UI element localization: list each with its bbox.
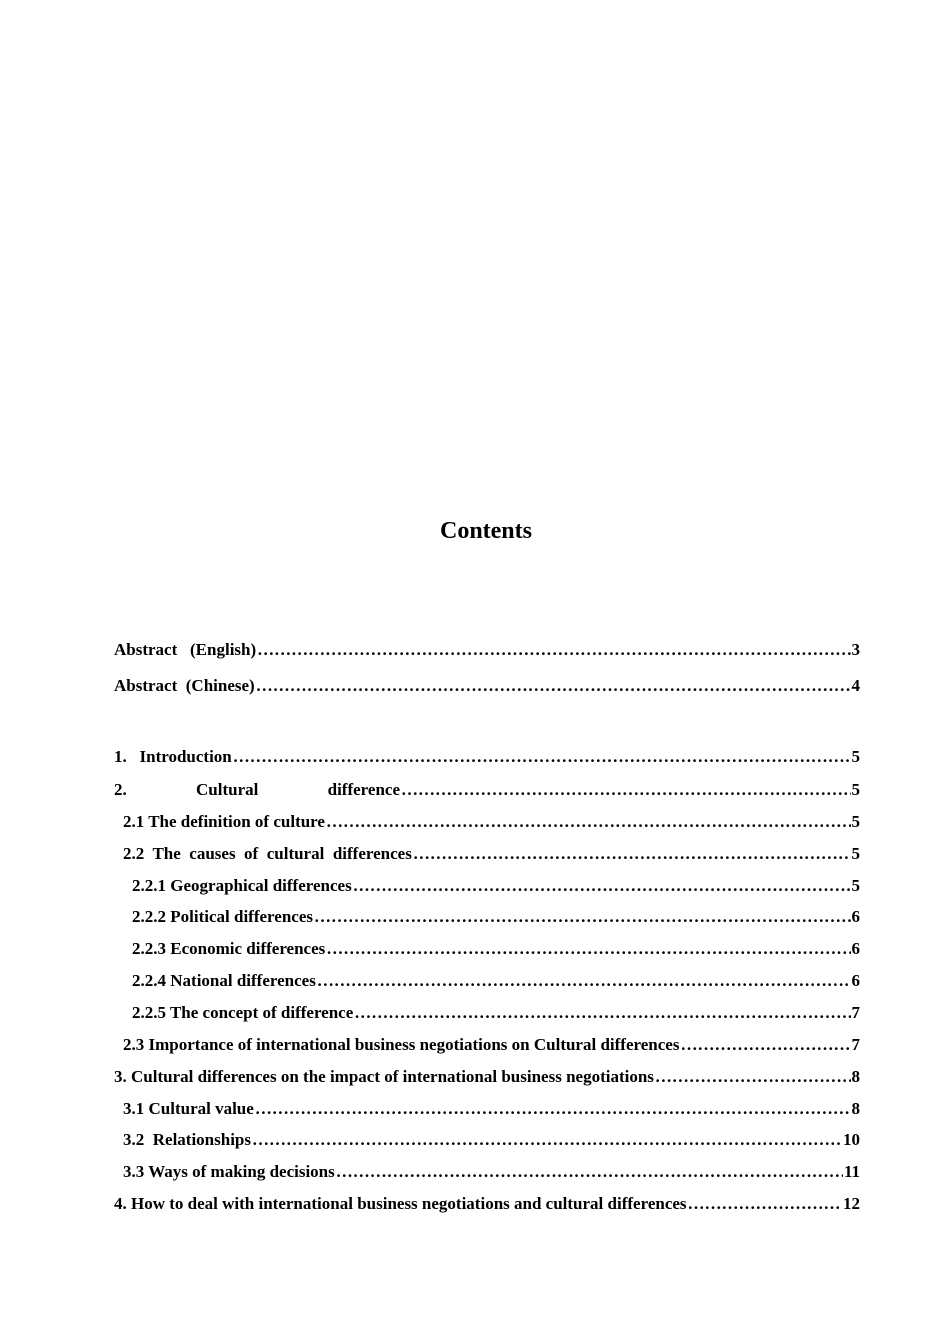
toc-entry-number: 2. <box>114 780 127 799</box>
toc-entry-label: 3.2 Relationships <box>123 1130 251 1149</box>
toc-entry-page: 11 <box>843 1162 860 1181</box>
toc-entry-word: difference <box>327 780 400 799</box>
toc-entry-label: Abstract (English) <box>114 640 257 659</box>
toc-entry-page: 3 <box>851 640 860 659</box>
toc-entry-page: 5 <box>851 780 860 799</box>
toc-entry-cultural-difference[interactable] <box>114 778 860 802</box>
toc-entry-label: 2.2.3 Economic differences <box>132 939 326 958</box>
toc-dot-leader <box>314 905 851 929</box>
toc-dot-leader <box>353 874 851 898</box>
toc-dot-leader <box>326 937 850 961</box>
toc-entry-label <box>114 778 400 802</box>
toc-entry-page: 7 <box>851 1035 860 1054</box>
toc-entry-cultural-value[interactable] <box>123 1097 860 1121</box>
toc-dot-leader <box>233 745 851 769</box>
toc-entry-label: 3.3 Ways of making decisions <box>123 1162 335 1181</box>
toc-entry-label: 2.2.1 Geographical differences <box>132 876 352 895</box>
toc-dot-leader <box>688 1192 842 1216</box>
toc-dot-leader <box>655 1065 851 1089</box>
toc-entry-page: 6 <box>851 971 860 990</box>
toc-entry-label: 2.3 Importance of international business negotiations on Cultural differences <box>123 1035 680 1054</box>
toc-entry-page: 5 <box>851 812 860 831</box>
toc-entry-page: 10 <box>843 1130 860 1149</box>
toc-dot-leader <box>255 1097 851 1121</box>
toc-entry-page: 5 <box>851 844 860 863</box>
toc-entry-page: 8 <box>851 1099 860 1118</box>
toc-entry-page: 6 <box>851 907 860 926</box>
toc-entry-impact-on-negotiations[interactable] <box>114 1065 860 1089</box>
toc-dot-leader <box>680 1033 850 1057</box>
toc-dot-leader <box>413 842 851 866</box>
toc-entry-label: 2.1 The definition of culture <box>123 812 325 831</box>
toc-entry-label: 2.2 The causes of cultural differences <box>123 844 412 863</box>
toc-entry-definition-of-culture[interactable] <box>123 810 860 834</box>
toc-entry-geographical-differences[interactable] <box>132 874 860 898</box>
toc-entry-label: 3. Cultural differences on the impact of international business negotiations <box>114 1067 654 1086</box>
toc-entry-relationships[interactable] <box>123 1128 860 1152</box>
toc-entry-label: 2.2.4 National differences <box>132 971 316 990</box>
toc-entry-page: 8 <box>851 1067 860 1086</box>
toc-entry-page: 7 <box>851 1003 860 1022</box>
toc-entry-label: 3.1 Cultural value <box>123 1099 254 1118</box>
toc-entry-page: 4 <box>851 676 860 695</box>
toc-entry-page: 6 <box>851 939 860 958</box>
toc-entry-causes-of-cultural-differences[interactable] <box>123 842 860 866</box>
toc-entry-label: 2.2.2 Political differences <box>132 907 313 926</box>
toc-entry-national-differences[interactable] <box>132 969 860 993</box>
toc-entry-how-to-deal[interactable] <box>114 1192 860 1216</box>
toc-entry-label: 4. How to deal with international business negotiations and cultural differences <box>114 1194 687 1213</box>
toc-entry-abstract-chinese[interactable] <box>114 674 860 698</box>
toc-entry-importance-of-negotiations[interactable] <box>123 1033 860 1057</box>
toc-entry-abstract-english[interactable] <box>114 638 860 662</box>
toc-entry-introduction[interactable] <box>114 745 860 769</box>
toc-entry-label: 2.2.5 The concept of difference <box>132 1003 354 1022</box>
page-title: Contents <box>439 518 532 544</box>
toc-dot-leader <box>326 810 851 834</box>
toc-dot-leader <box>317 969 851 993</box>
toc-entry-page: 12 <box>843 1194 860 1213</box>
toc-entry-label: Abstract (Chinese) <box>114 676 255 695</box>
toc-dot-leader <box>252 1128 842 1152</box>
toc-entry-word: Cultural <box>196 780 259 799</box>
toc-entry-economic-differences[interactable] <box>132 937 860 961</box>
toc-entry-page: 5 <box>851 876 860 895</box>
toc-entry-page: 5 <box>851 747 860 766</box>
toc-entry-ways-of-making-decisions[interactable] <box>123 1160 860 1184</box>
toc-entry-concept-of-difference[interactable] <box>132 1001 860 1025</box>
toc-entry-label: 1. Introduction <box>114 747 232 766</box>
toc-dot-leader <box>354 1001 850 1025</box>
toc-dot-leader <box>256 674 851 698</box>
toc-dot-leader <box>336 1160 843 1184</box>
toc-dot-leader <box>257 638 850 662</box>
toc-entry-political-differences[interactable] <box>132 905 860 929</box>
toc-dot-leader <box>401 778 851 802</box>
